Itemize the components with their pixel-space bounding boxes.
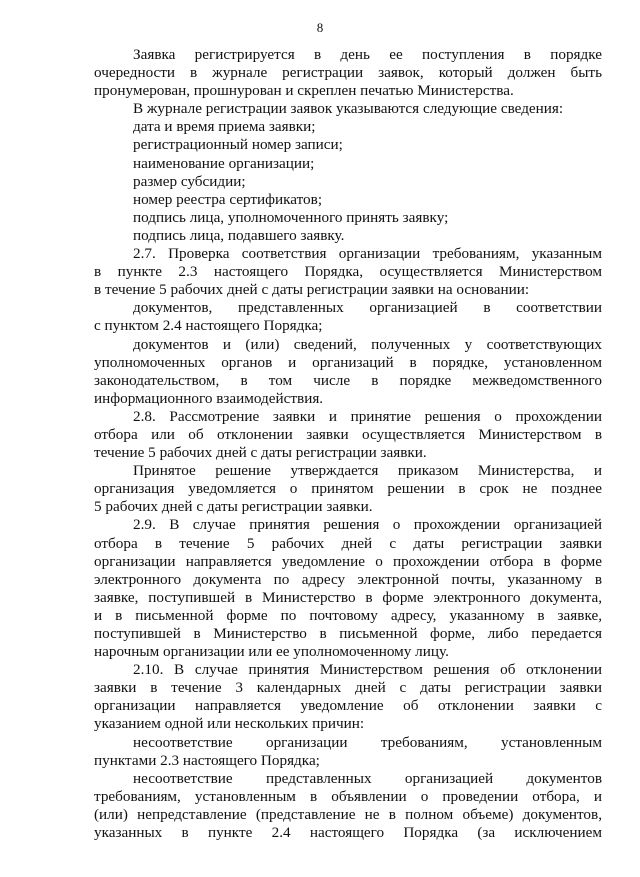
text-line: течение 5 рабочих дней с даты регистрации заявки. <box>94 444 427 462</box>
text-line: организации направляется уведомление об отклонении заявки с <box>94 697 602 715</box>
text-line: нарочным организации или ее уполномоченному лицу. <box>94 643 449 661</box>
text-line: отбора в течение 5 рабочих дней с даты регистрации заявки <box>94 534 602 552</box>
text-line: документов, представленных организацией в соответствии <box>133 299 602 317</box>
text-line: заявке, поступившей в Министерство в форме электронного документа, <box>94 588 602 606</box>
text-line: электронного документа по адресу электронной почты, указанному в <box>94 570 602 588</box>
text-line: несоответствие организации требованиям, установленным <box>133 733 602 751</box>
text-line: 2.7. Проверка соответствия организации требованиям, указанным <box>133 245 602 263</box>
text-line: отбора или об отклонении заявки осуществляется Министерством в <box>94 425 602 443</box>
text-line: поступившей в Министерство в письменной форме, либо передается <box>94 625 602 642</box>
text-line: подпись лица, уполномоченного принять заявку; <box>133 208 449 226</box>
text-line: указанных в пункте 2.4 настоящего Порядка (за исключением <box>94 824 602 842</box>
text-line: организация уведомляется о принятом решении в срок не позднее <box>94 480 602 498</box>
text-line: подпись лица, подавшего заявку. <box>133 226 345 244</box>
text-line: в течение 5 рабочих дней с даты регистрации заявки на основании: <box>94 281 530 299</box>
text-line: в пункте 2.3 настоящего Порядка, осуществляется Министерством <box>94 263 602 281</box>
text-line: требованиям, установленным в объявлении о проведении отбора, и <box>94 787 602 805</box>
text-line: регистрационный номер записи; <box>133 136 343 154</box>
text-line: уполномоченных органов и организаций в порядке, установленном <box>94 353 602 371</box>
text-line: (или) непредставление (представление не в полном объеме) документов, <box>94 805 602 823</box>
text-line: Заявка регистрируется в день ее поступления в порядке <box>133 46 602 63</box>
page-number: 8 <box>316 20 324 35</box>
text-line: 2.8. Рассмотрение заявки и принятие решения о прохождении <box>133 407 602 425</box>
text-line: заявки в течение 3 календарных дней с даты регистрации заявки <box>94 679 602 697</box>
text-line: В журнале регистрации заявок указываются следующие сведения: <box>133 100 564 118</box>
text-line: организации направляется уведомление о прохождении отбора в форме <box>94 552 602 570</box>
text-line: пронумерован, прошнурован и скреплен печатью Министерства. <box>94 82 514 100</box>
document-body <box>94 46 602 842</box>
text-line: и в письменной форме по почтовому адресу, указанному в заявке, <box>94 606 602 624</box>
text-line: законодательством, в том числе в порядке межведомственного <box>94 371 602 389</box>
text-line: наименование организации; <box>133 154 315 172</box>
text-line: информационного взаимодействия. <box>94 389 324 407</box>
text-line: указанием одной или нескольких причин: <box>94 715 365 733</box>
text-line: документов и (или) сведений, полученных у соответствующих <box>133 335 602 353</box>
text-line: Принятое решение утверждается приказом Министерства, и <box>133 462 602 480</box>
text-line: номер реестра сертификатов; <box>133 190 323 208</box>
text-line: пунктами 2.3 настоящего Порядка; <box>94 751 320 769</box>
text-line: с пунктом 2.4 настоящего Порядка; <box>94 317 323 335</box>
text-line: очередности в журнале регистрации заявок, который должен быть <box>94 64 602 82</box>
text-line: 2.10. В случае принятия Министерством решения об отклонении <box>133 661 602 679</box>
text-line: несоответствие представленных организацией документов <box>133 769 602 787</box>
text-line: дата и время приема заявки; <box>133 118 316 136</box>
text-line: 2.9. В случае принятия решения о прохождении организацией <box>133 516 602 534</box>
text-line: 5 рабочих дней с даты регистрации заявки. <box>94 498 373 516</box>
text-line: размер субсидии; <box>133 172 246 190</box>
